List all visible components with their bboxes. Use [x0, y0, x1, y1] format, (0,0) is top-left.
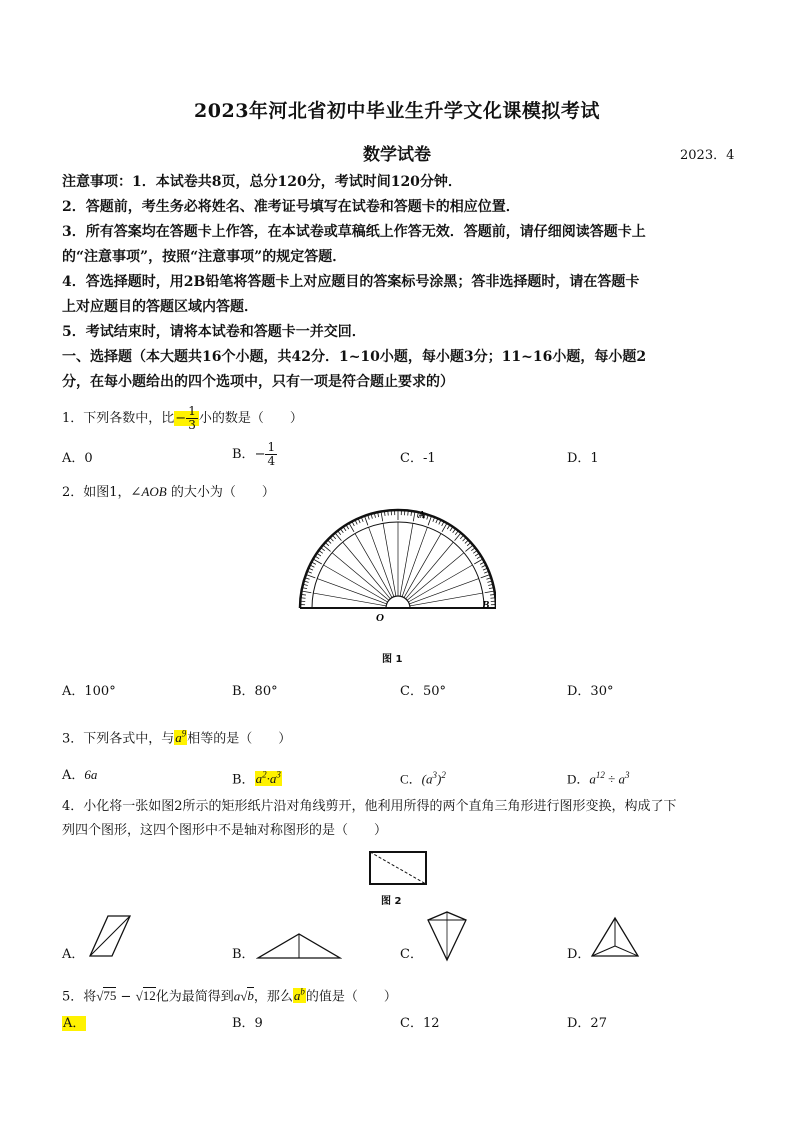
section-heading-line-2: 分，在每小题给出的四个选项中，只有一项是符合题止要求的） [62, 374, 454, 390]
protractor-tick [481, 574, 490, 577]
q4-option-a: A． [62, 947, 85, 962]
protractor-tick [413, 511, 415, 521]
q5-exp: b [300, 987, 305, 997]
q2-angle: ∠AOB [130, 484, 167, 499]
section-heading-line-1: 一、选择题（本大题共16个小题，共42分．1~10小题，每小题3分；11~16小题，每小题2 [62, 349, 647, 365]
note-line-5: 4．答选择题时，用2B铅笔将答题卡上对应题目的答案标号涂黑；答非选择题时，请在答题卡 [62, 274, 640, 290]
q3-option-a-label: A． [62, 768, 85, 783]
protractor-tick [428, 516, 431, 525]
q3-b-dot: · [266, 771, 270, 787]
protractor-tick [467, 542, 471, 545]
q5-prefix: 5．将 [62, 989, 97, 1005]
protractor-tick [325, 542, 329, 545]
q4-option-c: C． [400, 947, 423, 962]
q5-option-b: B．9 [232, 1016, 263, 1031]
protractor-tick [319, 550, 323, 553]
note-line-2: 2．答题前，考生务必将姓名、准考证号填写在试卷和答题卡的相应位置． [62, 199, 520, 215]
protractor-tick [465, 540, 469, 543]
q1-b-den: 4 [267, 454, 276, 468]
protractor-tick [455, 531, 458, 535]
protractor-tick [301, 598, 306, 599]
q4-figure-c-kite [424, 910, 470, 964]
q3-option-b-label: B． [232, 772, 255, 788]
q3-d-exp2: 3 [625, 770, 630, 780]
protractor-tick [453, 529, 456, 533]
q3-c-exp-out: 2 [441, 770, 446, 780]
q5-mid2: ，那么 [253, 989, 293, 1005]
q1-prefix: 1．下列各数中，比 [62, 411, 175, 426]
note-line-3: 3．所有答案均在答题卡上作答，在本试卷或草稿纸上作答无效．答题前，请仔细阅读答题卡上 [62, 224, 646, 240]
protractor-tick [330, 538, 333, 542]
q5-option-a-highlight: A． [63, 1016, 86, 1031]
q2-option-c: C．50° [400, 684, 446, 699]
q5-radical-1: √75 [96, 988, 117, 1004]
note-line-7: 5．考试结束时，请将本试卷和答题卡一并交回． [62, 324, 366, 340]
q3-base: a [175, 730, 182, 746]
q1-minus: − [175, 411, 187, 426]
protractor-tick [473, 550, 477, 553]
q3-option-a-expr: 6a [84, 767, 98, 782]
q2-text: 2．如图1， [62, 485, 131, 500]
q3-option-b-highlight [255, 771, 282, 786]
q3-b-base2: a [269, 771, 277, 787]
q2-suffix: 的大小为（ ） [166, 485, 275, 500]
question-4-line-2: 列四个图形，这四个图形中不是轴对称图形的是（ ） [62, 823, 388, 838]
question-1 [62, 405, 303, 432]
q3-b-base1: a [255, 771, 263, 787]
note-line-6: 上对应题目的答题区域内答题． [62, 299, 258, 315]
protractor-tick [306, 574, 315, 577]
q1-option-b-minus: − [254, 447, 266, 462]
label-a: A [418, 509, 426, 521]
q3-d-base2: a [618, 771, 626, 787]
q2-option-b: B．80° [232, 684, 278, 699]
q3-d-exp1: 12 [595, 770, 605, 780]
exam-subtitle: 数学试卷 [363, 145, 431, 165]
q1-option-d: D．1 [567, 451, 599, 466]
q3-c-open: (a [421, 771, 433, 787]
protractor-tick [388, 511, 389, 516]
protractor-tick [450, 527, 453, 531]
protractor-tick [381, 511, 383, 521]
protractor-tick [463, 538, 466, 542]
q5-minus: − [116, 989, 136, 1005]
protractor-tick [346, 525, 349, 529]
note-line-4: 的“注意事项”，按照“注意事项”的规定答题． [62, 249, 347, 265]
q5-suffix: 的值是（ ） [305, 989, 397, 1005]
exam-date: 2023．4 [680, 148, 735, 163]
figure-1-caption: 图 1 [382, 654, 403, 665]
q1-option-b-fraction [265, 441, 277, 468]
protractor-tick [447, 525, 450, 529]
q1-option-b [232, 441, 277, 468]
q5-option-d: D．27 [567, 1016, 607, 1031]
label-b: B [482, 599, 490, 611]
protractor-tick [485, 591, 495, 593]
label-o: O [376, 612, 384, 624]
question-3 [62, 724, 291, 749]
q2-option-d: D．30° [567, 684, 614, 699]
q5-base: a [293, 988, 301, 1004]
protractor-tick [340, 529, 343, 533]
q5-radical-b: √b [240, 988, 254, 1004]
q3-highlight [174, 730, 187, 745]
q3-option-d-label: D． [567, 771, 590, 787]
protractor-tick [471, 548, 475, 551]
q4-figure-a-parallelogram [88, 912, 138, 960]
protractor-tick [343, 527, 346, 531]
q5-radical-2: √12 [135, 988, 156, 1004]
exam-title: 2023年河北省初中毕业生升学文化课模拟考试 [194, 100, 600, 122]
figure-2-caption: 图 2 [381, 896, 402, 907]
q5-rad1-value: 75 [103, 988, 117, 1004]
q3-exp: 9 [181, 729, 187, 739]
q4-option-d: D． [567, 947, 591, 962]
q2-option-a: A．100° [62, 684, 116, 699]
q3-suffix: 相等的是（ ） [187, 731, 292, 747]
q3-option-d [567, 765, 630, 789]
protractor-tick [477, 556, 481, 559]
protractor-tick [408, 511, 409, 516]
q3-d-base1: a [589, 771, 596, 787]
question-4-line-1: 4．小化将一张如图2所示的矩形纸片沿对角线剪开，他利用所得的两个直角三角形进行图形变换，构成了下 [62, 799, 677, 814]
q3-prefix: 3．下列各式中，与 [62, 731, 175, 747]
q3-b-exp1: 2 [262, 770, 267, 780]
q3-option-b [232, 765, 282, 790]
protractor-tick [364, 516, 367, 525]
protractor-tick [317, 553, 321, 556]
protractor-tick [490, 598, 495, 599]
q1-option-b-label: B． [232, 447, 255, 462]
q1-option-a: A．0 [62, 451, 93, 466]
q3-option-c [400, 765, 446, 789]
q1-frac-num: 1 [188, 404, 196, 418]
protractor-tick [332, 535, 335, 539]
protractor-tick [460, 535, 463, 539]
q5-a: a [233, 988, 241, 1004]
protractor-tick [301, 591, 311, 593]
question-2 [62, 482, 275, 503]
protractor-tick [328, 540, 332, 543]
q3-option-c-label: C． [400, 771, 422, 787]
question-5 [62, 982, 397, 1007]
q3-d-op: ÷ [604, 771, 619, 787]
protractor-tick [321, 548, 325, 551]
q3-option-a [62, 765, 97, 786]
q1-b-num: 1 [267, 440, 276, 454]
q1-highlight [174, 404, 199, 432]
q5-option-c: C．12 [400, 1016, 440, 1031]
protractor-tick [338, 531, 341, 535]
note-line-1: 注意事项：1．本试卷共8页，总分120分，考试时间120分钟． [62, 174, 462, 190]
q5-highlight [293, 988, 306, 1003]
protractor-figure [296, 506, 496, 646]
rectangle-diagonal-figure [368, 848, 428, 888]
q4-figure-b-triangle [256, 930, 342, 960]
q1-frac-den: 3 [188, 418, 196, 432]
protractor-tick [315, 556, 319, 559]
q3-c-close: ) [437, 771, 442, 787]
q3-c-exp-in: 3 [432, 770, 438, 780]
q5-mid: 化为最简得到 [155, 989, 234, 1005]
protractor [300, 510, 496, 608]
q5-b: b [247, 988, 254, 1004]
protractor-tick [475, 553, 479, 556]
q1-fraction [186, 405, 198, 432]
q5-rad2-value: 12 [142, 988, 156, 1004]
q5-option-a [62, 1014, 86, 1034]
q4-figure-d-triangle [590, 914, 640, 960]
q3-b-exp2: 3 [276, 770, 281, 780]
figure-2-diagonal [370, 852, 426, 884]
q4-option-b: B． [232, 947, 255, 962]
q1-suffix: 小的数是（ ） [198, 411, 303, 426]
q1-option-c: C．-1 [400, 451, 436, 466]
